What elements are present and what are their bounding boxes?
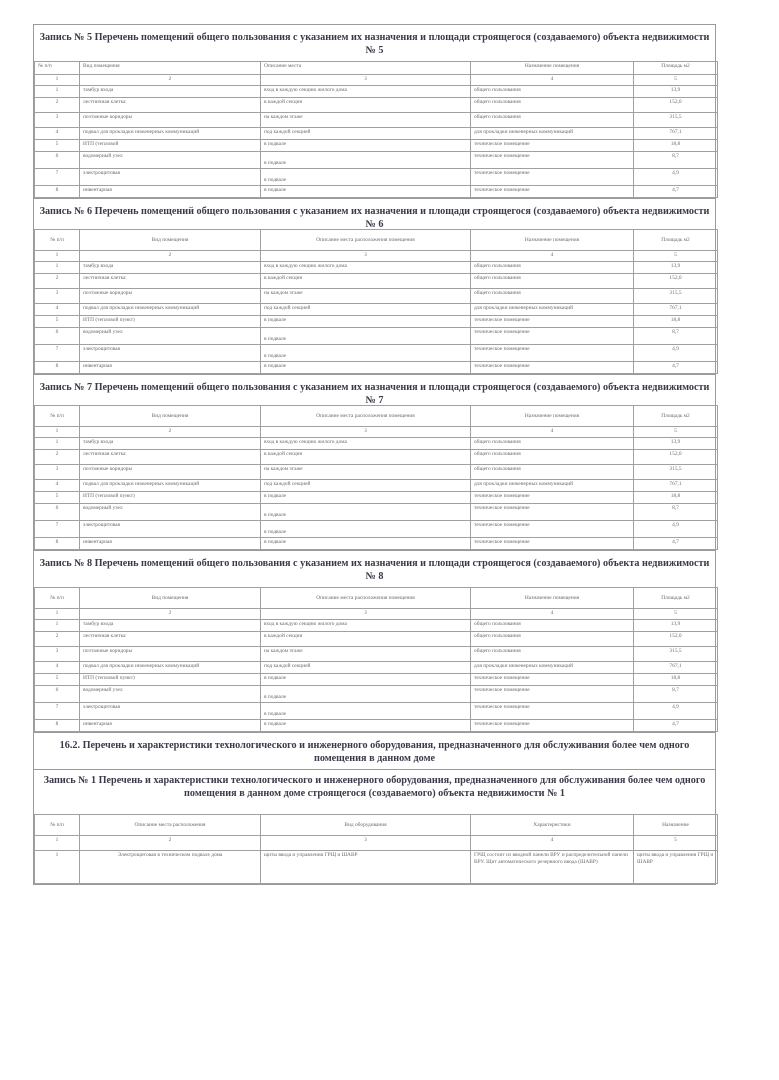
room-area: 13,9 xyxy=(634,86,718,98)
room-area: 152,0 xyxy=(634,632,718,647)
room-location: на каждом этаже xyxy=(261,647,471,662)
room-location: в подвале xyxy=(261,316,471,328)
table-row xyxy=(35,152,718,169)
index-cell: 2 xyxy=(80,75,261,86)
room-purpose: для прокладки инженерных коммуникаций xyxy=(471,304,634,316)
room-purpose: общего пользования xyxy=(471,113,634,128)
room-area: 8,7 xyxy=(634,328,718,345)
index-cell: 3 xyxy=(261,836,471,851)
table-row xyxy=(35,316,718,328)
record-5-block xyxy=(33,24,716,198)
header-cell: № п/п xyxy=(35,815,80,836)
table-row xyxy=(35,362,718,374)
room-purpose: техническое помещение xyxy=(471,152,634,169)
room-type: подвал для прокладки инженерных коммуникаций xyxy=(80,480,261,492)
record-8-title: Запись № 8 Перечень помещений общего пользования с указанием их назначения и площади строящегося (создаваемого) объекта недвижимости № 8 xyxy=(39,558,710,582)
header-cell: Площадь м2 xyxy=(634,230,718,251)
header-cell: Вид помещения xyxy=(80,406,261,427)
index-cell: 3 xyxy=(261,75,471,86)
index-cell: 2 xyxy=(80,251,261,262)
row-number: 6 xyxy=(35,686,80,703)
index-cell: 1 xyxy=(35,427,80,438)
room-location: на каждом этаже xyxy=(261,113,471,128)
room-purpose: для прокладки инженерных коммуникаций xyxy=(471,480,634,492)
index-cell: 3 xyxy=(261,251,471,262)
room-area: 8,7 xyxy=(634,152,718,169)
column-index-row xyxy=(35,836,718,851)
index-cell: 5 xyxy=(634,427,718,438)
room-area: 8,7 xyxy=(634,686,718,703)
room-location: в подвале xyxy=(261,169,471,186)
table-row xyxy=(35,674,718,686)
header-cell: Вид помещения xyxy=(80,588,261,609)
index-cell: 2 xyxy=(80,836,261,851)
row-number: 6 xyxy=(35,328,80,345)
room-area: 4,7 xyxy=(634,362,718,374)
room-purpose: общего пользования xyxy=(471,620,634,632)
row-number: 1 xyxy=(35,851,80,884)
table-row xyxy=(35,98,718,113)
room-location: под каждой секцией xyxy=(261,304,471,316)
equipment-table xyxy=(34,814,718,884)
room-purpose: общего пользования xyxy=(471,98,634,113)
table-row xyxy=(35,438,718,450)
header-cell: Площадь м2 xyxy=(634,588,718,609)
column-index-row xyxy=(35,609,718,620)
room-area: 4,9 xyxy=(634,169,718,186)
room-purpose: техническое помещение xyxy=(471,140,634,152)
room-purpose: техническое помещение xyxy=(471,186,634,198)
row-number: 3 xyxy=(35,647,80,662)
room-location: в подвале xyxy=(261,186,471,198)
table-row xyxy=(35,450,718,465)
room-area: 13,9 xyxy=(634,620,718,632)
index-cell: 1 xyxy=(35,836,80,851)
room-purpose: общего пользования xyxy=(471,86,634,98)
record-6-block xyxy=(33,198,716,374)
index-cell: 5 xyxy=(634,251,718,262)
table-header-row xyxy=(35,62,718,75)
table-row xyxy=(35,289,718,304)
header-cell: Вид помещения xyxy=(80,62,261,75)
room-location: в подвале xyxy=(261,140,471,152)
room-type: инвентарная xyxy=(80,362,261,374)
row-number: 1 xyxy=(35,86,80,98)
room-area: 4,9 xyxy=(634,345,718,362)
table-header-row xyxy=(35,406,718,427)
section-16-2-block xyxy=(33,732,716,769)
room-purpose: техническое помещение xyxy=(471,720,634,732)
room-area: 315,5 xyxy=(634,465,718,480)
header-cell: Вид помещения xyxy=(80,230,261,251)
header-cell: Характеристики xyxy=(471,815,634,836)
room-purpose: общего пользования xyxy=(471,632,634,647)
row-number: 8 xyxy=(35,362,80,374)
room-location: вход в каждую секцию жилого дома xyxy=(261,262,471,274)
room-type: инвентарная xyxy=(80,186,261,198)
room-type: тамбур входа xyxy=(80,438,261,450)
room-area: 152,0 xyxy=(634,274,718,289)
room-location: в каждой секции xyxy=(261,98,471,113)
room-location: в подвале xyxy=(261,345,471,362)
room-area: 767,1 xyxy=(634,128,718,140)
room-area: 4,7 xyxy=(634,538,718,550)
row-number: 4 xyxy=(35,480,80,492)
room-type: ИТП (тепловой xyxy=(80,140,261,152)
row-number: 1 xyxy=(35,262,80,274)
room-area: 767,1 xyxy=(634,480,718,492)
row-number: 7 xyxy=(35,703,80,720)
index-cell: 5 xyxy=(634,836,718,851)
room-purpose: техническое помещение xyxy=(471,492,634,504)
room-type: электрощитовая xyxy=(80,703,261,720)
row-number: 2 xyxy=(35,274,80,289)
room-type: инвентарная xyxy=(80,538,261,550)
header-cell: № п/п xyxy=(35,588,80,609)
room-purpose: общего пользования xyxy=(471,262,634,274)
table-row xyxy=(35,686,718,703)
room-location: под каждой секцией xyxy=(261,480,471,492)
room-location: в каждой секции xyxy=(261,450,471,465)
room-area: 18,8 xyxy=(634,316,718,328)
room-purpose: для прокладки инженерных коммуникаций xyxy=(471,662,634,674)
room-purpose: техническое помещение xyxy=(471,316,634,328)
room-area: 4,9 xyxy=(634,703,718,720)
row-number: 3 xyxy=(35,465,80,480)
row-number: 5 xyxy=(35,316,80,328)
room-purpose: техническое помещение xyxy=(471,345,634,362)
equipment-type: щиты ввода и управления ГРЩ и ШАВР xyxy=(261,851,471,884)
header-cell: Назначение помещения xyxy=(471,62,634,75)
room-type: подвал для прокладки инженерных коммуникаций xyxy=(80,304,261,316)
equipment-purpose: щиты ввода и управления ГРЩ и ШАВР xyxy=(634,851,718,884)
room-purpose: общего пользования xyxy=(471,438,634,450)
room-area: 315,5 xyxy=(634,647,718,662)
table-row xyxy=(35,538,718,550)
room-location: вход в каждую секцию жилого дома xyxy=(261,86,471,98)
table-row xyxy=(35,86,718,98)
equipment-record-1-block xyxy=(33,769,716,885)
record-7-table xyxy=(34,405,718,550)
column-index-row xyxy=(35,251,718,262)
index-cell: 1 xyxy=(35,75,80,86)
room-purpose: общего пользования xyxy=(471,274,634,289)
room-location: в каждой секции xyxy=(261,632,471,647)
room-purpose: общего пользования xyxy=(471,647,634,662)
index-cell: 4 xyxy=(471,836,634,851)
room-area: 4,7 xyxy=(634,720,718,732)
room-location: в подвале xyxy=(261,152,471,169)
header-cell: Назначение помещения xyxy=(471,406,634,427)
room-area: 315,5 xyxy=(634,113,718,128)
equipment-characteristics: ГРЩ состоит из вводной панели ВРУ и распределительной панели ВРУ. Щит автоматического резервного ввода (ШАВР) xyxy=(471,851,634,884)
row-number: 6 xyxy=(35,152,80,169)
header-cell: Вид оборудования xyxy=(261,815,471,836)
room-purpose: техническое помещение xyxy=(471,538,634,550)
row-number: 7 xyxy=(35,521,80,538)
room-location: в подвале xyxy=(261,328,471,345)
table-row xyxy=(35,113,718,128)
room-location: под каждой секцией xyxy=(261,662,471,674)
room-purpose: общего пользования xyxy=(471,289,634,304)
room-purpose: техническое помещение xyxy=(471,686,634,703)
row-number: 1 xyxy=(35,438,80,450)
room-type: ИТП (тепловой пункт) xyxy=(80,492,261,504)
room-type: лестничная клетка xyxy=(80,98,261,113)
row-number: 4 xyxy=(35,128,80,140)
room-area: 152,0 xyxy=(634,98,718,113)
row-number: 7 xyxy=(35,345,80,362)
room-purpose: общего пользования xyxy=(471,465,634,480)
room-location: в подвале xyxy=(261,686,471,703)
room-area: 8,7 xyxy=(634,504,718,521)
room-location: вход в каждую секцию жилого дома xyxy=(261,620,471,632)
index-cell: 4 xyxy=(471,75,634,86)
room-type: тамбур входа xyxy=(80,86,261,98)
room-location: в каждой секции xyxy=(261,274,471,289)
room-location: на каждом этаже xyxy=(261,289,471,304)
row-number: 2 xyxy=(35,98,80,113)
room-purpose: техническое помещение xyxy=(471,169,634,186)
table-row xyxy=(35,504,718,521)
room-area: 4,7 xyxy=(634,186,718,198)
room-location: в подвале xyxy=(261,720,471,732)
table-row xyxy=(35,703,718,720)
header-cell: Назначение помещения xyxy=(471,230,634,251)
header-cell: Описание места xyxy=(261,62,471,75)
room-area: 13,9 xyxy=(634,438,718,450)
room-type: электрощитовая xyxy=(80,345,261,362)
header-cell: Площадь м2 xyxy=(634,62,718,75)
room-type: лестничная клетка xyxy=(80,450,261,465)
room-location: в подвале xyxy=(261,504,471,521)
table-header-row xyxy=(35,230,718,251)
room-area: 18,8 xyxy=(634,492,718,504)
table-row xyxy=(35,304,718,316)
table-row xyxy=(35,465,718,480)
room-type: лестничная клетка xyxy=(80,632,261,647)
row-number: 8 xyxy=(35,538,80,550)
header-cell: Описание места расположения xyxy=(80,815,261,836)
room-location: в подвале xyxy=(261,362,471,374)
column-index-row xyxy=(35,75,718,86)
row-number: 1 xyxy=(35,620,80,632)
table-row xyxy=(35,186,718,198)
room-type: поэтажные коридоры xyxy=(80,647,261,662)
room-type: электрощитовая xyxy=(80,169,261,186)
index-cell: 1 xyxy=(35,251,80,262)
index-cell: 2 xyxy=(80,609,261,620)
room-location: в подвале xyxy=(261,703,471,720)
index-cell: 4 xyxy=(471,609,634,620)
row-number: 2 xyxy=(35,632,80,647)
room-purpose: для прокладки инженерных коммуникаций xyxy=(471,128,634,140)
record-7-block xyxy=(33,374,716,550)
index-cell: 3 xyxy=(261,609,471,620)
header-cell: № п/п xyxy=(35,406,80,427)
row-number: 7 xyxy=(35,169,80,186)
room-purpose: техническое помещение xyxy=(471,521,634,538)
table-row xyxy=(35,274,718,289)
index-cell: 4 xyxy=(471,427,634,438)
section-16-2-title: 16.2. Перечень и характеристики технологического и инженерного оборудования, предназначенного для обслуживания более чем одного помещения в данном доме xyxy=(59,740,690,764)
header-cell: № п/п xyxy=(35,230,80,251)
room-purpose: техническое помещение xyxy=(471,362,634,374)
header-cell: Назначение помещения xyxy=(471,588,634,609)
row-number: 3 xyxy=(35,113,80,128)
room-purpose: техническое помещение xyxy=(471,504,634,521)
row-number: 2 xyxy=(35,450,80,465)
index-cell: 2 xyxy=(80,427,261,438)
room-type: поэтажные коридоры xyxy=(80,289,261,304)
room-area: 767,1 xyxy=(634,304,718,316)
table-row xyxy=(35,662,718,674)
table-row xyxy=(35,647,718,662)
room-purpose: техническое помещение xyxy=(471,703,634,720)
row-number: 4 xyxy=(35,662,80,674)
record-6-table xyxy=(34,229,718,374)
room-type: водомерный узел xyxy=(80,504,261,521)
room-area: 315,5 xyxy=(634,289,718,304)
table-row xyxy=(35,169,718,186)
room-type: водомерный узел xyxy=(80,328,261,345)
equipment-location: Электрощитовая в техническом подвале дома xyxy=(80,851,261,884)
table-row xyxy=(35,521,718,538)
room-location: в подвале xyxy=(261,674,471,686)
equipment-record-1-title: Запись № 1 Перечень и характеристики технологического и инженерного оборудования, предназначенного для обслуживания более чем одного помещения в данном доме строящегося (создаваемого) объекта недвижимости № 1 xyxy=(43,775,706,799)
table-header-row xyxy=(35,815,718,836)
header-cell: № п/п xyxy=(35,62,80,75)
room-purpose: техническое помещение xyxy=(471,328,634,345)
room-type: тамбур входа xyxy=(80,262,261,274)
room-type: инвентарная xyxy=(80,720,261,732)
index-cell: 3 xyxy=(261,427,471,438)
table-row xyxy=(35,492,718,504)
room-location: в подвале xyxy=(261,492,471,504)
table-row xyxy=(35,345,718,362)
room-type: поэтажные коридоры xyxy=(80,113,261,128)
table-row xyxy=(35,632,718,647)
header-cell: Описание места расположения помещения xyxy=(261,230,471,251)
record-8-block xyxy=(33,550,716,732)
index-cell: 1 xyxy=(35,609,80,620)
room-purpose: общего пользования xyxy=(471,450,634,465)
row-number: 5 xyxy=(35,492,80,504)
header-cell: Описание места расположения помещения xyxy=(261,588,471,609)
record-5-table xyxy=(34,61,718,198)
room-purpose: техническое помещение xyxy=(471,674,634,686)
record-6-title: Запись № 6 Перечень помещений общего пользования с указанием их назначения и площади строящегося (создаваемого) объекта недвижимости № 6 xyxy=(39,206,710,230)
room-type: подвал для прокладки инженерных коммуникаций xyxy=(80,128,261,140)
room-type: лестничная клетка xyxy=(80,274,261,289)
row-number: 5 xyxy=(35,140,80,152)
table-row xyxy=(35,720,718,732)
record-8-table xyxy=(34,587,718,732)
room-area: 13,9 xyxy=(634,262,718,274)
room-area: 767,1 xyxy=(634,662,718,674)
record-5-title: Запись № 5 Перечень помещений общего пользования с указанием их назначения и площади строящегося (создаваемого) объекта недвижимости № 5 xyxy=(39,32,710,56)
room-type: электрощитовая xyxy=(80,521,261,538)
room-type: водомерный узел xyxy=(80,686,261,703)
room-type: тамбур входа xyxy=(80,620,261,632)
row-number: 4 xyxy=(35,304,80,316)
row-number: 5 xyxy=(35,674,80,686)
index-cell: 5 xyxy=(634,609,718,620)
header-cell: Площадь м2 xyxy=(634,406,718,427)
room-location: в подвале xyxy=(261,538,471,550)
table-row xyxy=(35,262,718,274)
room-area: 18,8 xyxy=(634,140,718,152)
room-type: ИТП (тепловой пункт) xyxy=(80,674,261,686)
table-row xyxy=(35,620,718,632)
table-row xyxy=(35,128,718,140)
index-cell: 4 xyxy=(471,251,634,262)
room-location: под каждой секцией xyxy=(261,128,471,140)
header-cell: Описание места расположения помещения xyxy=(261,406,471,427)
row-number: 3 xyxy=(35,289,80,304)
room-type: поэтажные коридоры xyxy=(80,465,261,480)
room-type: водомерный узел xyxy=(80,152,261,169)
table-header-row xyxy=(35,588,718,609)
room-location: в подвале xyxy=(261,521,471,538)
column-index-row xyxy=(35,427,718,438)
room-type: ИТП (тепловой пункт) xyxy=(80,316,261,328)
room-area: 18,8 xyxy=(634,674,718,686)
header-cell: Назначение xyxy=(634,815,718,836)
row-number: 8 xyxy=(35,720,80,732)
table-row xyxy=(35,328,718,345)
table-row xyxy=(35,851,718,884)
room-location: на каждом этаже xyxy=(261,465,471,480)
row-number: 6 xyxy=(35,504,80,521)
index-cell: 5 xyxy=(634,75,718,86)
table-row xyxy=(35,140,718,152)
record-7-title: Запись № 7 Перечень помещений общего пользования с указанием их назначения и площади строящегося (создаваемого) объекта недвижимости № 7 xyxy=(39,382,710,406)
room-location: вход в каждую секцию жилого дома xyxy=(261,438,471,450)
room-area: 152,0 xyxy=(634,450,718,465)
table-row xyxy=(35,480,718,492)
row-number: 8 xyxy=(35,186,80,198)
room-type: подвал для прокладки инженерных коммуникаций xyxy=(80,662,261,674)
document-page xyxy=(33,24,716,885)
room-area: 4,9 xyxy=(634,521,718,538)
